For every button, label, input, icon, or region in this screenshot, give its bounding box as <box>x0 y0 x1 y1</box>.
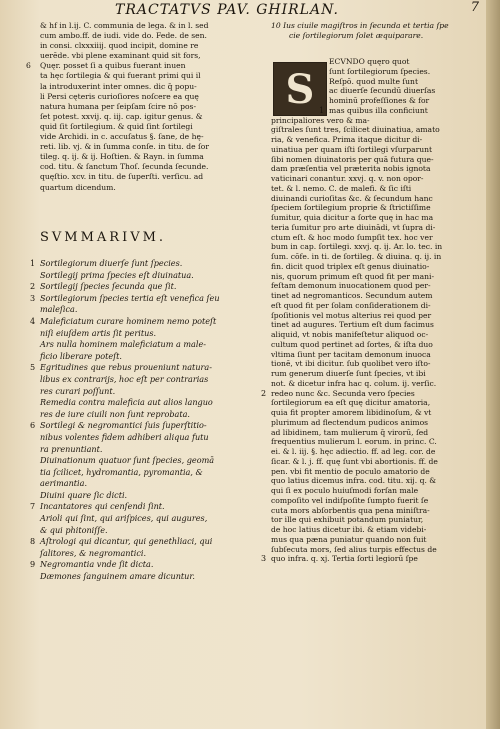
summary-line: res curari poſſunt. <box>40 385 116 396</box>
text-line-content: ſibi nomen diuinatoris per quā futura que- <box>271 154 434 164</box>
text-line <box>271 262 484 272</box>
text-line-content: quia fit propter amorem libidinoſum, & vt <box>271 408 432 417</box>
page-spine-edge <box>486 0 500 729</box>
text-line: li Persi cęteris curioſiores noſcere ea quę <box>40 91 199 101</box>
summary-line: Sortilegij prima ſpecies eſt diuinatua. <box>40 269 194 280</box>
text-line: natura humana per ſeipſam ſcire nō pos- <box>40 101 197 111</box>
summary-item <box>30 292 266 316</box>
text-line-content: ſum. cōfe. in ti. de ſortileg. & diuina. q. ij. in <box>271 252 442 261</box>
text-line-content: teria ſumitur pro arte diuinādi, vt ſupra di- <box>271 222 436 232</box>
text-line: cie ſortilegiorum ſolet æquiparare. <box>289 31 424 41</box>
summary-item <box>30 501 266 536</box>
summary-item <box>30 559 266 582</box>
text-line <box>271 223 484 233</box>
summary-line: Dæmones ſanguinem amare dicuntur. <box>40 571 195 582</box>
margin-number: 2 <box>261 388 267 398</box>
text-line-content: de hoc latius dicetur ibi. & etiam videbi- <box>271 525 427 534</box>
text-line <box>271 194 484 204</box>
summary-line: ra prenuntiant. <box>40 443 103 454</box>
text-line: 6 Quęr. posset ſi a quibus fuerant inuen <box>26 61 186 71</box>
summary-line: aerimantia. <box>40 478 88 489</box>
text-line-content: Reſpō. quod multe ſunt <box>329 76 419 86</box>
summary-line: Diuinationum quatuor ſunt ſpecies, geomā <box>40 455 215 466</box>
text-line <box>271 116 484 126</box>
text-line-content: eſt quod fit per ſolam conſiderationem di- <box>271 300 431 310</box>
text-line-content: cuta mors abſorbentis qua pena miniſtra- <box>271 505 430 515</box>
summary-line: Sortilegi & negromantici ſuis ſuperſtitio- <box>40 420 207 431</box>
summary-item-number: 7 <box>30 501 36 512</box>
text-line <box>271 437 484 447</box>
text-line <box>271 467 484 477</box>
text-line-content: giſtrales ſunt tres, ſcilicet diuinatiua, amato <box>271 125 440 135</box>
text-line-content: ad libidinem, tam mulierum q̄ virorū, ſed <box>271 427 429 437</box>
right-column-body <box>261 57 484 564</box>
text-line-content: tinet ad negromanticos. Secundum autem <box>271 291 433 300</box>
summary-line: Negromantia vnde ſit dicta. <box>40 559 154 570</box>
summary-line: nibus volentes fidem adhiberi aliqua futu <box>40 431 209 442</box>
summary-line: Sortilegij ſpecies ſecunda que ſit. <box>40 281 177 292</box>
text-line-content: plurimum ad flectendum pudicos animos <box>271 417 429 427</box>
text-line-content: ECVNDO quęro quot <box>329 57 410 66</box>
summary-line: & qui phitoniſſe. <box>40 524 108 535</box>
text-line <box>271 242 484 252</box>
header-title: TRACTATVS PAV. GHIRLAN. <box>115 2 339 18</box>
summary-line: Incantatores qui cenſendi ſint. <box>40 501 165 512</box>
text-line <box>271 330 484 340</box>
text-line-content: ſortilegiorum ea eſt quę dicitur amatoria, <box>271 398 431 408</box>
text-line-content: mas quibus illa conficiunt <box>329 105 428 115</box>
summary-item-number: 6 <box>30 420 36 431</box>
summary-line: Ars nulla hominem maleficiatum a male- <box>40 339 206 350</box>
running-header <box>115 2 480 18</box>
text-line: tileg. q. ij. & ij. Hoſtien. & Rayn. in ſumma <box>40 152 204 162</box>
text-line <box>271 369 484 379</box>
text-line <box>271 457 484 467</box>
text-line-content: ria, & venefica. Prima itaque dicitur di- <box>271 135 423 144</box>
summary-line: tia ſcilicet, hydromantia, pyromantia, & <box>40 466 203 477</box>
text-line-content: principaliores vero & ma- <box>271 115 370 125</box>
text-line <box>271 496 484 506</box>
text-line <box>271 408 484 418</box>
text-line-content: ſumitur, quia dicitur a ſorte quę in hac ma <box>271 213 434 222</box>
text-line <box>271 155 484 165</box>
summary-item <box>30 281 266 293</box>
text-line <box>271 515 484 525</box>
summary-item <box>30 362 266 420</box>
text-line-content: tinet ad augures. Tertium eſt dum facimus <box>271 320 434 330</box>
text-line <box>271 213 484 223</box>
text-line-content: vltima ſiunt per tacitam demonum inuoca <box>271 349 431 359</box>
text-line <box>271 301 484 311</box>
summary-line: ſalitores, & negromantici. <box>40 547 147 558</box>
summary-line: Egritudines que rebus proueniunt natura- <box>40 362 212 373</box>
summary-item <box>30 536 266 559</box>
text-line <box>271 106 484 116</box>
summary-item <box>30 258 266 281</box>
summary-item-number: 1 <box>30 258 36 268</box>
text-line <box>271 125 484 135</box>
summary-line: Arioli qui ſint, qui ariſpices, qui augures, <box>40 513 208 524</box>
text-line <box>271 320 484 330</box>
text-line <box>271 359 484 369</box>
text-line-content: ſicar. & l. j. ff. quę ſunt vbi abortionis. ff. de <box>271 456 438 466</box>
text-line-content: fin. dicit quod triplex eſt genus diuinatio- <box>271 261 430 271</box>
summary-item <box>30 315 266 362</box>
summary-line: libus ex contrarijs, hoc eſt per contrarias <box>40 373 209 384</box>
text-line <box>271 67 484 77</box>
text-line <box>271 233 484 243</box>
text-line-content: uinatiua per quam iſti ſortilegi vſurparunt <box>271 144 433 154</box>
margin-number: 3 <box>261 554 267 564</box>
text-line: vide Archidi. in c. accuſatus §. ſane, de hę- <box>40 132 204 142</box>
text-line <box>271 379 484 389</box>
summary-list <box>30 258 266 583</box>
text-line: 10 Ius ciuile magiſtros in ſecunda et tertia ſpe <box>271 21 449 30</box>
text-line <box>271 272 484 282</box>
text-line <box>271 428 484 438</box>
text-line-content: compoſito vel indiſpoſite ſumpto fuerit ſe <box>271 495 429 505</box>
summary-item-number: 8 <box>30 536 36 547</box>
summary-line: Sortilegiorum ſpecies tertia eſt venefica ſeu <box>40 292 220 303</box>
text-line <box>271 135 484 145</box>
text-line-content: feſtam demonum inuocationem quod per- <box>271 281 431 291</box>
text-line-content: ſpoſitionis vel motus alterius rei quod per <box>271 310 432 320</box>
text-line-content: ac diuerſe ſecundū diuerſas <box>329 86 436 96</box>
text-line: la introduxerint inter omnes. dic q̄ popu- <box>40 81 197 91</box>
text-line <box>271 535 484 545</box>
text-line-content: hominū profeſſiones & for <box>329 96 430 105</box>
text-line <box>271 545 484 555</box>
text-line-content: bum in cap. ſortilegi. xxvj. q. ij. Ar. lo. tec. in <box>271 242 443 252</box>
summary-item-number: 5 <box>30 362 36 373</box>
text-line <box>271 57 484 67</box>
text-line: quęſtio. xcv. in titu. de ſuperſti. verſicu. ad <box>40 172 204 182</box>
text-line-content: ei. & l. iij. §. hęc adiectio. ff. ad leg. cor. de <box>271 447 436 456</box>
text-line-content: cultum quod pertinet ad ſortes, & iſta duo <box>271 339 433 349</box>
text-line-content: rum generum diuerſe ſunt ſpecies, vt ibi <box>271 369 426 378</box>
margin-number: 6 <box>26 61 31 71</box>
text-line-content: nis, quorum primum eſt quod fit per mani- <box>271 271 435 281</box>
text-line-content: quo latius dicemus infra. cod. titu. xij. q. & <box>271 476 437 486</box>
text-line-content: not. & dicetur infra hac q. colum. ij. verſic. <box>271 378 437 388</box>
text-line: ta hęc ſortilegia & qui fuerant primi qui il <box>40 71 201 81</box>
text-line: cum ambo.ff. de iudi. vide do. Fede. de sen. <box>40 31 207 41</box>
text-line-content: tionē, vt ibi dicitur. ſub quolibet vero iſto- <box>271 359 431 369</box>
text-line-content: aliquid, vt nobis manifeſtetur aliquod oc- <box>271 330 429 339</box>
summary-line: res de iure ciuili non ſunt reprobata. <box>40 408 190 419</box>
text-line <box>271 311 484 321</box>
summary-line: Maleficiatum curare hominem nemo poteſt <box>40 315 217 326</box>
text-line-content: dam præſentia vel præterita nobis ignota <box>271 164 431 174</box>
text-line-content: ſunt ſortilegiorum ſpecies. <box>329 66 431 76</box>
text-line <box>271 145 484 155</box>
text-line <box>271 476 484 486</box>
summary-line: niſi eiuſdem artis ſit peritus. <box>40 327 157 338</box>
summary-line: Diuini quare ſic dicti. <box>40 489 128 500</box>
text-line-content: tet. & l. nemo. C. de malefi. & ſic iſti <box>271 183 412 193</box>
text-line <box>271 184 484 194</box>
text-line <box>271 174 484 184</box>
text-line <box>261 554 484 564</box>
summary-heading: SVMMARIVM. <box>40 230 167 245</box>
text-line-content: qui ſi ex poculo huiuſmodi forſan male <box>271 486 419 495</box>
summary-line: Sortilegiorum diuerſe ſunt ſpecies. <box>40 258 183 268</box>
text-line <box>271 525 484 535</box>
text-line <box>271 86 484 96</box>
text-line: in consi. clxxxiiij. quod incipit, domine re <box>40 41 199 51</box>
summary-line: Remedia contra maleficia aut alios languo <box>40 397 213 408</box>
text-line-content: ſpeciem ſortilegium proprie & ſtrictiſſime <box>271 203 431 213</box>
text-line: reti. lib. vj. & in ſumma conſe. in titu. de ſor <box>40 142 210 152</box>
right-column-header <box>271 21 484 41</box>
text-line <box>271 486 484 496</box>
text-line: cod. titu. & ſanctum Thoſ. ſecunda ſecunde. <box>40 162 209 172</box>
text-line-content: ctum eſt. & hoc modo ſumpſit tex. hoc ver <box>271 232 433 242</box>
text-line-content: redeo nunc &c. Secunda vero ſpecies <box>271 388 415 398</box>
text-line-content: diuinandi curioſitas &c. & ſecundum hanc <box>271 193 433 203</box>
text-line <box>271 398 484 408</box>
text-line <box>271 164 484 174</box>
text-line-content: vaticinari conantur. xxvj. q. v. non opor- <box>271 174 424 183</box>
margin-number: 1 <box>319 105 325 115</box>
text-line <box>271 340 484 350</box>
text-line-content: pen. vbi fit mentio de poculo amatorio de <box>271 466 430 476</box>
text-line <box>271 506 484 516</box>
summary-item-number: 2 <box>30 281 36 292</box>
summary-line: Aſtrologi qui dicantur, qui genethliaci, qui <box>40 536 213 547</box>
text-line-content: frequentius mulierum l. eorum. in princ. C. <box>271 437 437 447</box>
text-line <box>271 291 484 301</box>
text-line: uerēde. vbi plene examinant quid sit fors, <box>40 51 201 61</box>
summary-item <box>30 420 266 501</box>
text-line <box>271 203 484 213</box>
summary-line: maleſica. <box>40 304 78 315</box>
text-line <box>271 77 484 87</box>
text-line <box>261 388 484 399</box>
text-line-content: mus qua pæna puniatur quando non fuit <box>271 534 427 544</box>
text-line <box>271 96 484 106</box>
text-line-content: tor ille qui exhibuit potandum puniatur, <box>271 515 424 525</box>
text-line <box>271 418 484 428</box>
text-line: quid ſit ſortilegium. & quid ſint ſortilegi <box>40 121 193 131</box>
left-column-text <box>26 21 254 193</box>
summary-line: ficio liberare poteſt. <box>40 350 122 361</box>
summary-item-number: 9 <box>30 559 36 570</box>
text-line: ſet potest. xxvij. q. iij. cap. igitur genus. & <box>40 111 203 121</box>
text-line-content: quo infra. q. xj. Tertia ſorti legiorū ſpe <box>271 554 418 564</box>
text-line: & hf in l.ij. C. communia de lega. & in l. sed <box>40 21 209 30</box>
dropcap-letter: S <box>285 65 315 113</box>
page-number: 7 <box>470 0 480 15</box>
summary-item-number: 4 <box>30 315 36 326</box>
text-line: quartum dicendum. <box>40 182 116 192</box>
text-line <box>271 447 484 457</box>
text-line <box>271 281 484 291</box>
text-line-content: ſubſecuta mors, ſed alius turpis effectus de <box>271 544 437 554</box>
text-line <box>271 252 484 262</box>
text-line <box>271 350 484 360</box>
summary-item-number: 3 <box>30 292 36 303</box>
